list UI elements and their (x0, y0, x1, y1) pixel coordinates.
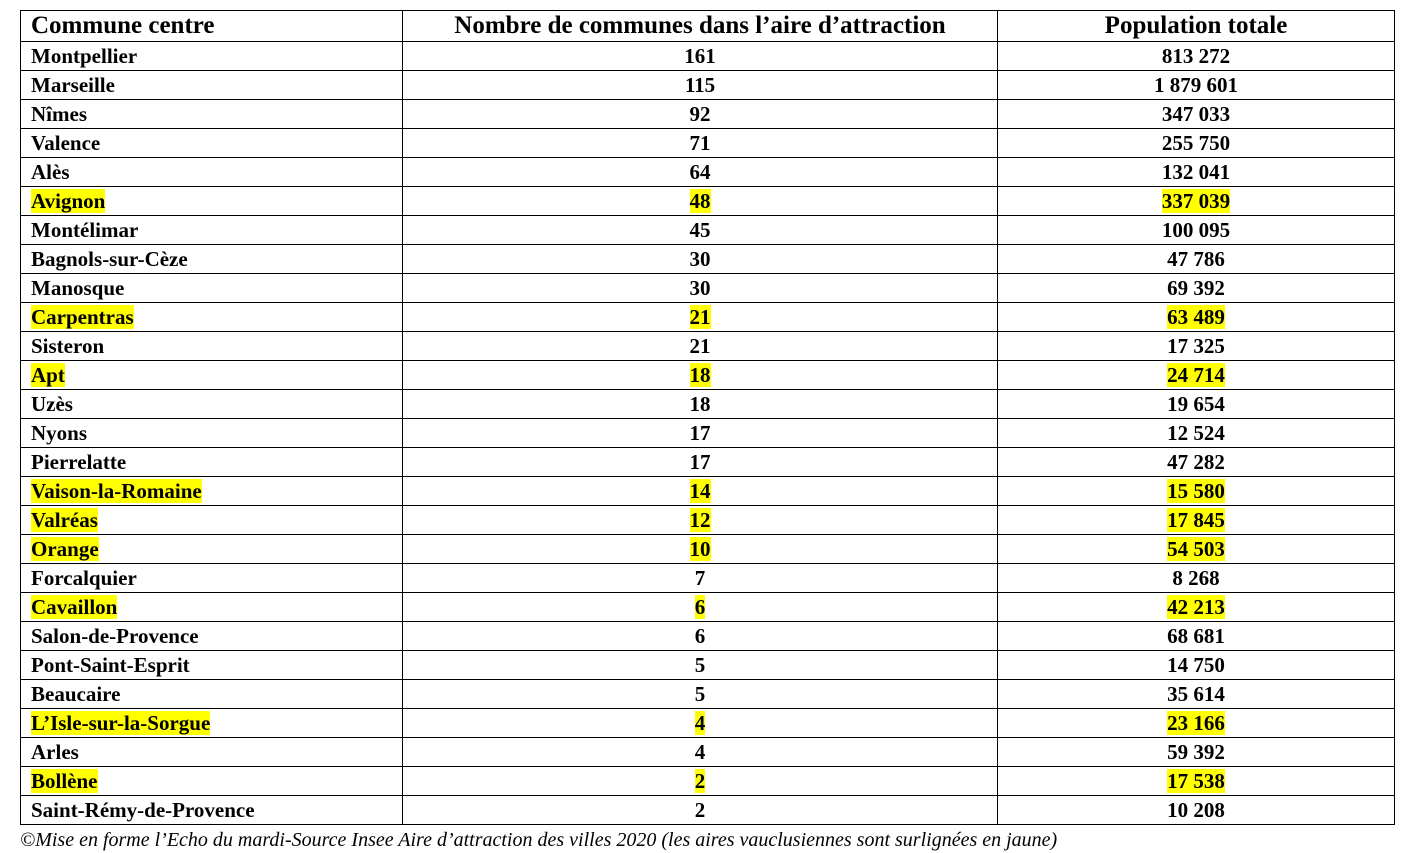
header-population-totale: Population totale (998, 11, 1395, 42)
cell-population-text: 17 325 (1167, 334, 1225, 358)
table-row (21, 651, 1395, 680)
cell-nombre-communes-text: 4 (694, 711, 706, 735)
cell-population (998, 448, 1395, 477)
cell-nombre-communes-text: 45 (689, 218, 711, 242)
cell-commune-text: Arles (31, 740, 79, 764)
table-header-row (21, 11, 1395, 42)
header-nombre-communes: Nombre de communes dans l’aire d’attraction (403, 11, 998, 42)
table-row (21, 709, 1395, 738)
cell-commune (21, 100, 403, 129)
cell-commune-text: Pierrelatte (31, 450, 127, 474)
cell-commune (21, 42, 403, 71)
cell-commune-text: Marseille (31, 73, 115, 97)
cell-population-text: 8 268 (1172, 566, 1220, 590)
cell-commune-text: Montpellier (31, 44, 138, 68)
cell-nombre-communes-text: 6 (694, 595, 706, 619)
cell-nombre-communes (403, 738, 998, 767)
cell-population (998, 245, 1395, 274)
cell-nombre-communes (403, 332, 998, 361)
cell-commune (21, 274, 403, 303)
cell-population-text: 24 714 (1167, 363, 1225, 387)
cell-commune-text: Alès (31, 160, 70, 184)
cell-commune (21, 419, 403, 448)
cell-population (998, 796, 1395, 825)
table-row (21, 477, 1395, 506)
cell-nombre-communes (403, 361, 998, 390)
cell-population-text: 63 489 (1167, 305, 1225, 329)
cell-commune (21, 622, 403, 651)
cell-population (998, 651, 1395, 680)
cell-population-text: 47 282 (1167, 450, 1225, 474)
table-row (21, 71, 1395, 100)
cell-population (998, 71, 1395, 100)
cell-population (998, 680, 1395, 709)
cell-commune (21, 506, 403, 535)
cell-population-text: 100 095 (1161, 218, 1231, 242)
cell-commune (21, 593, 403, 622)
cell-population-text: 54 503 (1167, 537, 1225, 561)
table-row (21, 361, 1395, 390)
table-row (21, 680, 1395, 709)
cell-nombre-communes-text: 115 (684, 73, 716, 97)
cell-population-text: 19 654 (1167, 392, 1225, 416)
cell-nombre-communes (403, 506, 998, 535)
cell-nombre-communes (403, 216, 998, 245)
cell-commune-text: Valréas (31, 508, 98, 532)
cell-population-text: 14 750 (1167, 653, 1225, 677)
table-row (21, 129, 1395, 158)
cell-commune-text: Forcalquier (31, 566, 137, 590)
cell-commune-text: Pont-Saint-Esprit (31, 653, 190, 677)
cell-nombre-communes-text: 10 (689, 537, 711, 561)
cell-commune-text: Carpentras (31, 305, 134, 329)
cell-nombre-communes-text: 18 (689, 363, 711, 387)
cell-commune-text: Cavaillon (31, 595, 118, 619)
cell-population (998, 767, 1395, 796)
cell-commune-text: Apt (31, 363, 65, 387)
cell-population (998, 42, 1395, 71)
cell-commune (21, 158, 403, 187)
cell-nombre-communes-text: 21 (689, 334, 711, 358)
cell-population (998, 535, 1395, 564)
cell-commune-text: Manosque (31, 276, 125, 300)
cell-nombre-communes-text: 4 (694, 740, 706, 764)
cell-commune (21, 216, 403, 245)
table-row (21, 796, 1395, 825)
cell-population-text: 15 580 (1167, 479, 1225, 503)
table-row (21, 448, 1395, 477)
cell-population-text: 42 213 (1167, 595, 1225, 619)
table-row (21, 100, 1395, 129)
table-row (21, 42, 1395, 71)
cell-commune-text: Beaucaire (31, 682, 121, 706)
cell-population-text: 35 614 (1167, 682, 1225, 706)
cell-commune-text: Nyons (31, 421, 88, 445)
cell-nombre-communes-text: 48 (689, 189, 711, 213)
cell-commune (21, 448, 403, 477)
cell-population (998, 158, 1395, 187)
cell-commune (21, 332, 403, 361)
cell-commune-text: Orange (31, 537, 99, 561)
table-body (21, 42, 1395, 825)
cell-nombre-communes-text: 17 (689, 450, 711, 474)
cell-commune-text: Sisteron (31, 334, 105, 358)
table-row (21, 158, 1395, 187)
cell-commune (21, 361, 403, 390)
cell-population (998, 361, 1395, 390)
cell-commune (21, 535, 403, 564)
cell-nombre-communes (403, 622, 998, 651)
cell-nombre-communes (403, 100, 998, 129)
cell-nombre-communes (403, 680, 998, 709)
cell-population (998, 564, 1395, 593)
cell-nombre-communes-text: 161 (684, 44, 716, 68)
cell-commune-text: L’Isle-sur-la-Sorgue (31, 711, 211, 735)
cell-population (998, 622, 1395, 651)
cell-commune-text: Bollène (31, 769, 98, 793)
cell-population-text: 17 845 (1167, 508, 1225, 532)
cell-population-text: 337 039 (1161, 189, 1231, 213)
header-commune-centre: Commune centre (21, 11, 403, 42)
cell-nombre-communes (403, 390, 998, 419)
cell-population-text: 59 392 (1167, 740, 1225, 764)
cell-commune-text: Avignon (31, 189, 106, 213)
cell-population-text: 69 392 (1167, 276, 1225, 300)
cell-nombre-communes (403, 71, 998, 100)
cell-nombre-communes (403, 274, 998, 303)
cell-commune-text: Salon-de-Provence (31, 624, 199, 648)
cell-population (998, 390, 1395, 419)
cell-population (998, 593, 1395, 622)
cell-nombre-communes (403, 42, 998, 71)
cell-nombre-communes-text: 21 (689, 305, 711, 329)
cell-nombre-communes (403, 535, 998, 564)
cell-population-text: 12 524 (1167, 421, 1225, 445)
cell-nombre-communes-text: 92 (689, 102, 711, 126)
table-row (21, 535, 1395, 564)
cell-nombre-communes-text: 2 (694, 769, 706, 793)
cell-commune-text: Nîmes (31, 102, 87, 126)
table-row (21, 245, 1395, 274)
table-row (21, 303, 1395, 332)
cell-population (998, 332, 1395, 361)
cell-nombre-communes (403, 593, 998, 622)
cell-nombre-communes (403, 709, 998, 738)
cell-nombre-communes-text: 64 (689, 160, 711, 184)
cell-commune (21, 245, 403, 274)
cell-population (998, 100, 1395, 129)
cell-nombre-communes-text: 18 (689, 392, 711, 416)
table-row (21, 274, 1395, 303)
cell-nombre-communes-text: 12 (689, 508, 711, 532)
attraction-areas-table (20, 10, 1395, 825)
cell-population (998, 477, 1395, 506)
cell-population (998, 216, 1395, 245)
table-row (21, 593, 1395, 622)
cell-nombre-communes-text: 17 (689, 421, 711, 445)
table-row (21, 738, 1395, 767)
cell-nombre-communes-text: 2 (694, 798, 706, 822)
cell-population (998, 303, 1395, 332)
cell-commune (21, 477, 403, 506)
cell-nombre-communes-text: 5 (694, 653, 706, 677)
cell-commune (21, 129, 403, 158)
cell-commune (21, 71, 403, 100)
cell-population (998, 187, 1395, 216)
cell-commune (21, 680, 403, 709)
table-row (21, 767, 1395, 796)
cell-nombre-communes-text: 71 (689, 131, 711, 155)
cell-commune (21, 796, 403, 825)
cell-nombre-communes (403, 158, 998, 187)
cell-nombre-communes (403, 187, 998, 216)
cell-commune-text: Valence (31, 131, 101, 155)
cell-commune (21, 187, 403, 216)
cell-nombre-communes-text: 30 (689, 276, 711, 300)
cell-nombre-communes (403, 303, 998, 332)
cell-nombre-communes-text: 7 (694, 566, 706, 590)
cell-population-text: 17 538 (1167, 769, 1225, 793)
cell-population (998, 506, 1395, 535)
table-row (21, 216, 1395, 245)
cell-nombre-communes (403, 477, 998, 506)
table-row (21, 419, 1395, 448)
cell-population-text: 47 786 (1167, 247, 1225, 271)
cell-nombre-communes (403, 129, 998, 158)
cell-population-text: 10 208 (1167, 798, 1225, 822)
cell-nombre-communes (403, 796, 998, 825)
cell-nombre-communes (403, 245, 998, 274)
cell-nombre-communes (403, 564, 998, 593)
cell-nombre-communes (403, 419, 998, 448)
cell-population-text: 23 166 (1167, 711, 1225, 735)
table-row (21, 564, 1395, 593)
cell-nombre-communes-text: 14 (689, 479, 711, 503)
cell-commune-text: Saint-Rémy-de-Provence (31, 798, 255, 822)
cell-population (998, 274, 1395, 303)
cell-population (998, 129, 1395, 158)
document (20, 10, 1394, 853)
table-row (21, 390, 1395, 419)
cell-commune (21, 651, 403, 680)
source-caption: ©Mise en forme l’Echo du mardi-Source Insee Aire d’attraction des villes 2020 (les aires vauclusiennes sont surlignées en jaune) (20, 829, 1058, 851)
table-row (21, 622, 1395, 651)
table-row (21, 506, 1395, 535)
cell-population (998, 738, 1395, 767)
cell-nombre-communes-text: 30 (689, 247, 711, 271)
cell-commune (21, 564, 403, 593)
cell-commune-text: Uzès (31, 392, 73, 416)
cell-nombre-communes (403, 651, 998, 680)
cell-population (998, 419, 1395, 448)
cell-population-text: 1 879 601 (1154, 73, 1238, 97)
cell-population (998, 709, 1395, 738)
cell-commune (21, 303, 403, 332)
cell-population-text: 68 681 (1167, 624, 1225, 648)
cell-nombre-communes-text: 6 (694, 624, 706, 648)
cell-commune-text: Vaison-la-Romaine (31, 479, 202, 503)
table-row (21, 332, 1395, 361)
cell-commune (21, 767, 403, 796)
cell-nombre-communes (403, 448, 998, 477)
cell-population-text: 132 041 (1161, 160, 1231, 184)
cell-commune-text: Montélimar (31, 218, 139, 242)
cell-commune (21, 709, 403, 738)
table-row (21, 187, 1395, 216)
cell-commune-text: Bagnols-sur-Cèze (31, 247, 188, 271)
cell-nombre-communes-text: 5 (694, 682, 706, 706)
cell-population-text: 347 033 (1161, 102, 1231, 126)
cell-nombre-communes (403, 767, 998, 796)
cell-commune (21, 390, 403, 419)
cell-population-text: 255 750 (1161, 131, 1231, 155)
cell-population-text: 813 272 (1161, 44, 1231, 68)
cell-commune (21, 738, 403, 767)
